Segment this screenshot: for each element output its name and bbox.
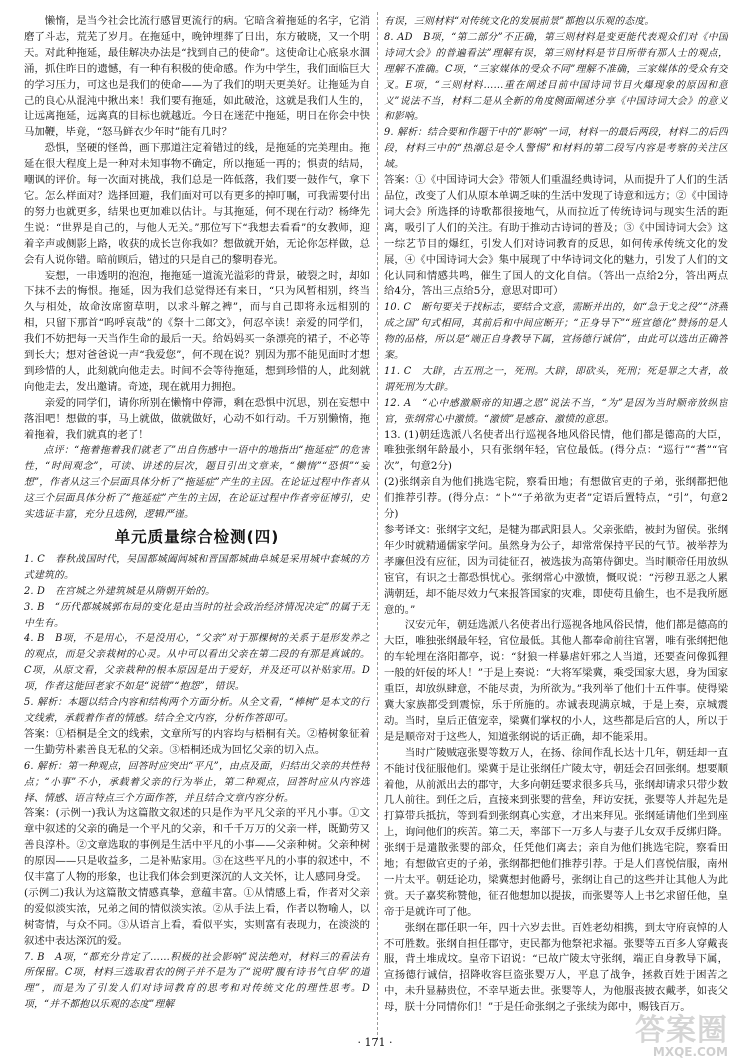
essay-paragraph: 懒惰，是当今社会比流行感冒更流行的病。它暗含着拖延的名字，它消磨了斗志，荒芜了岁月。在拖延中，晚钟埋葬了日出，东方破晓，又一个明天。对此种拖延，最佳解决办法是“找到自己的使命”。这使命让心底泉水涸涌，抓住昨日的遗憾，有一种有积极的使命感。作为中学生，我们面临巨大的学习压力，可这也是我们的使命——为了我们的明天更美好。让拖延为自己的良心从混沌中揪出来！我们要有拖延，如此破沧，这就是我们人生的，让远离拖延，远离真的目标也就越近。今日在迷茫中拖延，明日在你会中快马加鞭，毕竟，“怒马鲜衣少年时”能有几时？: [24, 15, 370, 139]
watermark-text: 答案圈: [635, 1013, 728, 1048]
answer-item: 11. C 大辟，古五刑之一，死刑。大辟，即砍头，死刑；死是罪之大者，故谓死刑为大辟。: [384, 365, 728, 393]
essay-comment: 点评：“拖着拖着我们就老了”出自伤感中一语中的地指出“拖延症”的危害性，“时间观念”，可读、讲述的层次，题目引出文章来，“懒惰”“恐惧”“妄想”，作者从这三个层面具体分析了“拖延症”产生的主因。在论证过程中作者从这三个层面具体分析了“拖延症”产生的主因，在论证过程中作者旁征博引，史实选证丰富，充分且选例，逻辑严谨。: [24, 445, 370, 521]
answer-item: 12. A “心中感激顺帝的知遇之恩”说法不当，“为”是因为当时顺帝放纵宦官，张纲常心中激愤。“激愤”是感奋、激愤的意思。: [384, 397, 728, 425]
right-column: [384, 14, 728, 1036]
translation-paragraph: 汉安元年，朝廷选派八名使者出行巡视各地风俗民情，他们都是德高的大臣，唯独张纲最年轻，官位最低。其他人都奉命前往官署，唯有张纲把他的车轮埋在洛阳都亭，说：“豺狼一样暴虐奸邪之人当道，还要查问像狐狸一般的奸佞的坏人！”于是上奏说：“大将军梁冀，乘受国家大恩，身为国家重臣，却放纵肆意，不能尽责，为所欲为。”我列举了他们十五件事。使得梁冀大家族都受到震惊，乐于所施的。赤诚表现满京城，于是上奏，京城震动。当时，皇后正值宠幸，梁冀们掌权的小人，这些都是后宫的人，所以于是是顺帝对于这些人，知道张纲说的话正确，却不能采用。: [384, 619, 728, 743]
section-title: 单元质量综合检测(四): [114, 528, 280, 546]
answer-text: 答案：(示例一)我认为这篇散文叙述的只是作为平凡父亲的平凡小事。①文章中叙述的父亲的确是一个平凡的父亲，和千千万万的父亲一样，既勤劳又善良淳朴。②文章选取的事例是生活中平凡的小事——父亲种树。父亲种树的原因——只是收益多，二是补贴家用。③在这些平凡的小事的叙述中，不仅丰富了人物的形象，也让我们体会到更深沉的人文关怀，让人感同身受。: [24, 807, 370, 884]
answer-item: 7. B A项，“都充分肯定了……积极的社会影响”说法绝对，材料三的看法有所保留。C项，材料三选取君农的例子并不是为了“说明‘腹有诗书气自华’的道理”，而是为了引发人们对诗词教育的思考和对传统文化的理性思考。D项，“并不都抱以乐观的态度”理解: [24, 951, 370, 1011]
answer-item: 1. C 春秋战国时代，吴国都城阖闾城和晋国都城曲阜城是采用城中套城的方式建筑的。: [24, 553, 370, 581]
answer-item: 9. 解析：结合要和作题干中的“影响”一词，材料一的最后两段，材料二的后四段，材料三中的“热潮总是令人警惕”和材料的第二段写内容是考察的关注区域。: [384, 127, 728, 171]
answer-item: 2. D 在宫城之外建筑城是从隋朝开始的。: [24, 585, 216, 597]
translation-paragraph: 张纲在郡任职一年，四十六岁去世。百姓老幼相携，到太守府哀悼的人不可胜数。张纲自担任郡守，吏民都为他祭祀求福。张婴等五百多人穿戴丧服，背土堆成坟。皇帝下诏说：“已故广陵太守张纲，端正自身教导下属，宣扬德行诚信，招降收容巨盗张婴万人，平息了战争，拯救百姓于困苦之中，未升显赫贵位，不幸早逝去世。张婴等人，为他服丧披衣戴孝，如丧父母，朕十分同情你们！”于是任命张纲之子张续为郎中，赐钱百万。: [384, 921, 728, 1014]
answer-text: (示例二)我认为这篇散文情感真挚，意蕴丰富。①从情感上看，作者对父亲的爱似淡实浓，兄弟之间的情似淡实浓。②从手法上看，作者以物喻人，以树寄情，与众不同。③从语言上看，看似平实，实则富有表现力，在淡淡的叙述中表达深沉的爱。: [24, 886, 370, 947]
answer-item: 4. B B项，不是用心，不是没用心，“父亲”对于那棵树的关系于是形发养之的观点，而是父亲栽树的心灵。从中可以看出父亲在第二段的有那是真诚的。C项，从原文看，父亲栽种的根本原因是出于爱好，并及还可以补贴家用。D项，作者这能回老家不如是“说错”“抱怨”，错误。: [24, 633, 370, 693]
translation-paragraph: 参考译文：张纲字文纪，是犍为郡武阳县人。父亲张皓，被封为留侯。张纲年少时就精通儒家学问。虽然身为公子，却常常保持平民的气节。被举荐为孝廉但没有应征，因为司徒征召，被选拔为高第侍御史。当时顺帝任用放纵宦官，有识之士都恐惧忧心。张纲常心中激愤，慨叹说：“污秽丑恶之人累满朝廷，却不能尽效力气来报答国家的灾难，即使苟且偷生，也不是我所愿意的。”: [384, 524, 728, 616]
answer-item: 有误，三则材料“对传统文化的发展前景”都抱以乐观的态度。: [384, 16, 655, 27]
answer-text: (2)张纲亲自为他们挑选宅院，察看田地；有想做官吏的子弟，张纲都把他们推荐引荐。(得分点：“卜”“子弟欲为吏者”定语后置特点，“引”，句意2分): [384, 476, 728, 521]
watermark-url: MXQE.COM: [652, 1045, 728, 1059]
translation-paragraph: 当时广陵贼寇张婴等数万人，在扬、徐间作乱长达十几年，朝廷却一直不能讨伐征服他们。梁冀于是让张纲任广陵太守，朝廷会召回张纲。想要顺着他，从前派出去的郡守，大多向朝廷要求很多兵马，张纲却请求只带少数几人前往。到任之后，直接来到张婴的营垒，拜访安抚，张婴等人并起先是打算带兵抵抗，等到看到张纲真心实意，才出来拜见。张纲延请他们坐到座上，询问他们的疾苦。第二天，率部下一万多人与妻子儿女双手反绑归降。张纲于是遣散张婴的部众，任凭他们离去；亲自为他们挑选宅院，察看田地；有想做官吏的子弟，张纲都把他们推荐引荐。于是人们喜悦信服，南州一片太平。朝廷论功，梁冀想封他爵号，张纲让自己的这些并让其他人为此赏。天子嘉奖称赞他，征召他想加以提拔，而张婴等人上书乞求留任他，皇帝于是就许可了他。: [384, 746, 728, 918]
essay-paragraph: 妄想，一串透明的泡泡，拖拖延一道流光溢彩的背景，破裂之时，却如下抹不去的悔恨。拖延，因为我们总觉得还有来日，“只为风暂相别，终当久与相处，故命汝席窗草明，以求斗解之裨”，而与自己即将永远相别的相，只留下那首“呜呼哀哉”的《祭十二郎文》，何忍卒读！亲爱的同学们，我们不妨把每一天当作生命的最后一天。给妈妈买一条漂亮的裙子，不必等到长大；想对爸爸说一声“我爱您”，何不现在说？别因为那不能见面时才想到珍惜的人，此刻就向他走去。时间不会等待拖延，想到珍惜的人，此刻就向他走去，发出邀请。奇迹，现在就用力拥抱。: [24, 269, 370, 393]
answer-item: 5. 解析：本题以结合内容和结构两个方面分析。从全文看，“棒树”是本文的行文线索，承载着作者的情感。结合全文内容，分析作答即可。: [24, 697, 370, 724]
answer-text: 答案：①梧桐是全文的线索，文章所写的内容均与梧桐有关。②椿树象征着一生勤劳朴素善良无私的父亲。③梧桐还成为回忆父亲的切入点。: [24, 727, 370, 756]
essay-paragraph: 亲爱的同学们，请你所别在懒惰中停滞，剩在恐惧中沉思，别在妄想中落泪吧！想做的事，马上就做，做就做好，心动不如行动。千万别懒惰，拖着拖着，我们就真的老了！: [24, 396, 370, 441]
page-number: · 171 ·: [357, 1036, 393, 1049]
answer-item: 10. C 断句要关于找标志，要结合文意，需断并出的，如“急于戈之役”“济燕成之国”句式相同，其前后和中间应断开；“正身导下”“班宣德化”赞扬的是人物的品格，所以是“端正自身教导下属，宣扬德行诚信”，由此可以选出正确答案。: [384, 302, 728, 362]
answer-text: 13. (1)朝廷选派八名使者出行巡视各地风俗民情，他们都是德高的大臣，唯独张纲年龄最小，只有张纲年轻，官位最低。(得分点：“巡行”“耆”“官次”，句意2分): [384, 428, 728, 473]
column-divider: [377, 12, 378, 1040]
answer-item: 3. B “历代都城城郭布局的变化是由当时的社会政治经济情况决定”的属于无中生有。: [24, 601, 370, 629]
answer-item: 6. 解析：第一种观点，回答时应突出“平凡”，由点及面，归结出父亲的共性特点；“小事”不小，承载着父亲的行为举止，第二种观点，回答时应从内容选择、情感、语言特点三个方面作答，并且结合文章内容分析。: [24, 760, 370, 804]
left-column: [24, 14, 370, 1034]
essay-paragraph: 恐惧，坚硬的怪兽，画下那道注定着错过的线，是拖延的完美理由。拖延在很大程度上是一种对未知事物不确定，所以拖延一再的；惧责的结局，嘲讽的评价。每一次面对挑战，我们总是一阵低落，我们要一鼓作气，拿下它。怎么样面对？选择回避，我们面对可以有更多的掉叮嘱，可我需要付出的努力也就更多，结果也更加难以估计。与其拖延，何不现在行动？杨绛先生说：“世界是自己的，与他人无关。”那位写下“我想去看看”的女教师，迎着辛声或侧影上路，收获的成长岂你我如？想做就开始，无论你怎样做，总会有人说你错。暗前顾后，错过的只是自己的黎明春光。: [24, 142, 370, 266]
answer-item: 8. AD B项，“第二部分”不正确，第三则材料是变更能代表观众们对《中国诗词大会》的普遍看法”理解有误，第三则材料是节目所带有那人士的观点，理解不准确。C项，“三家媒体的受众不同”理解不准确，三家媒体的受众有交叉。E项，“三则材料……重在阐述目前中国诗词节目火爆现象的原因和意义”说法不当，材料二是从全新的角度侧面阐述分享《中国诗词大会》的意义和影响。: [384, 31, 728, 123]
answer-text: 答案：①《中国诗词大会》带领人们重温经典诗词，从而提升了人们的生活品位，改变了人们从原本单调乏味的生活中发现了诗意和远方；②《中国诗词大会》所选择的诗歌都很接地气，从而拉近了传统诗词与现实生活的距离，吸引了人们的关注。有助于推动古诗词的普及；③《中国诗词大会》这一综艺节目的爆红，引发人们对诗词教育的反思，如何传承传统文化的发展，④《中国诗词大会》集中展现了中华诗词文化的魅力，引发了人们的文化认同和情感共鸣，催生了国人的文化自信。（答出一点给2分，答出两点给4分，答出三点给5分，意思对即可）: [384, 174, 728, 298]
watermark-logo: [635, 1013, 728, 1059]
